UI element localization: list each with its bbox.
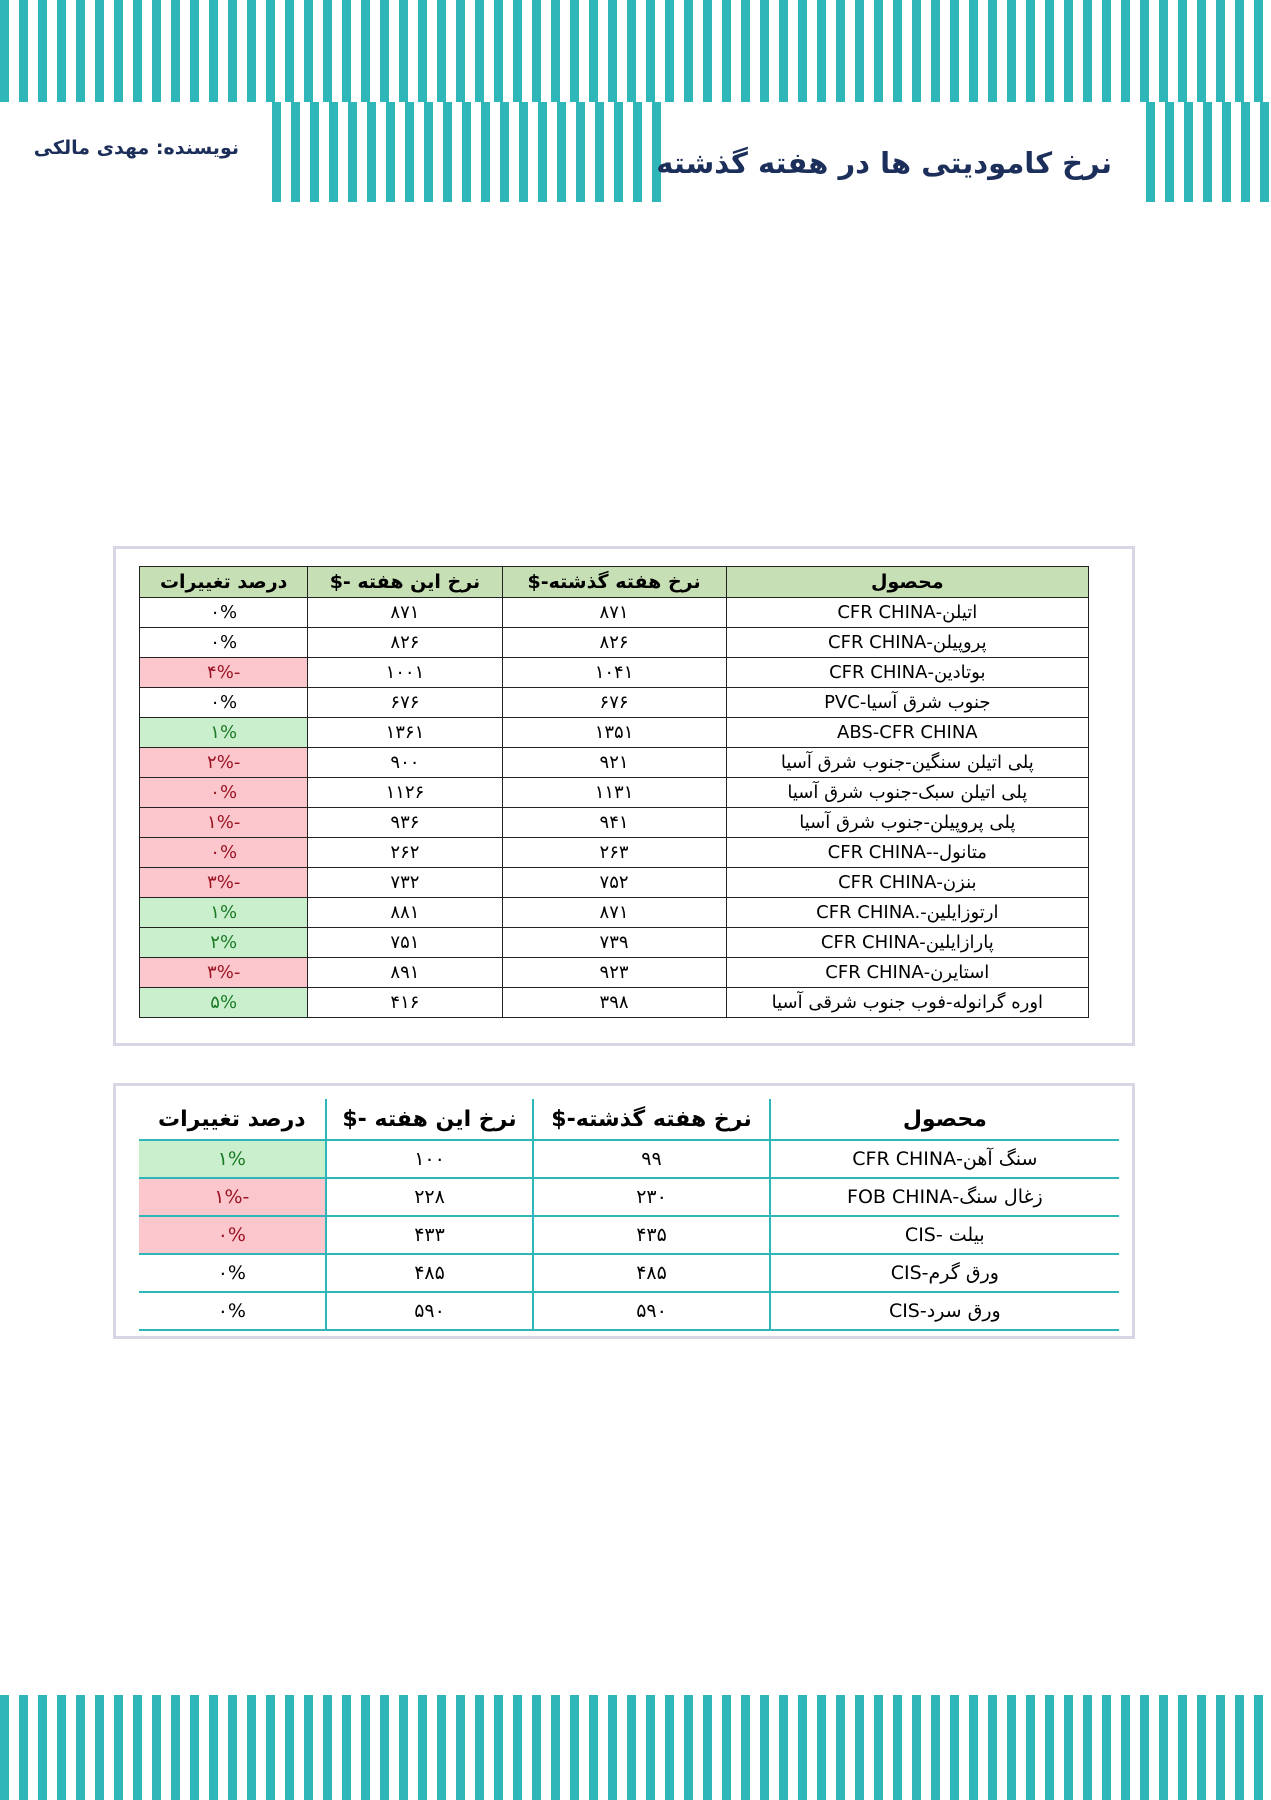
cell-product: پروپیلن-CFR CHINA — [726, 628, 1088, 658]
table-header-row — [140, 567, 1089, 598]
table-row — [139, 1216, 1119, 1254]
cell-this-week-price: ۷۵۱ — [308, 928, 502, 958]
bottom-stripe-band — [0, 1695, 1271, 1800]
cell-product: ورق سرد-CIS — [770, 1292, 1119, 1330]
column-header-last-week: نرخ هفته گذشته-$ — [502, 567, 726, 598]
cell-change-percent: -۱% — [139, 1178, 326, 1216]
cell-change-percent: ۰% — [140, 778, 308, 808]
cell-change-percent: -۴% — [140, 658, 308, 688]
cell-last-week-price: ۹۴۱ — [502, 808, 726, 838]
cell-this-week-price: ۴۱۶ — [308, 988, 502, 1018]
cell-product: جنوب شرق آسیا-PVC — [726, 688, 1088, 718]
column-header-last-week: نرخ هفته گذشته-$ — [533, 1099, 769, 1140]
table-row — [139, 1178, 1119, 1216]
cell-last-week-price: ۱۳۵۱ — [502, 718, 726, 748]
cell-change-percent: ۰% — [139, 1216, 326, 1254]
cell-last-week-price: ۹۲۱ — [502, 748, 726, 778]
header-stripe-block-left — [272, 102, 668, 202]
column-header-product: محصول — [770, 1099, 1119, 1140]
cell-product: پلی پروپیلن-جنوب شرق آسیا — [726, 808, 1088, 838]
top-stripe-band — [0, 0, 1271, 102]
cell-last-week-price: ۵۹۰ — [533, 1292, 769, 1330]
cell-last-week-price: ۸۲۶ — [502, 628, 726, 658]
cell-last-week-price: ۹۲۳ — [502, 958, 726, 988]
cell-product: اتیلن-CFR CHINA — [726, 598, 1088, 628]
page-title: نرخ کامودیتی ها در هفته گذشته — [656, 146, 1112, 180]
table-row — [139, 1292, 1119, 1330]
cell-this-week-price: ۸۲۶ — [308, 628, 502, 658]
cell-last-week-price: ۹۹ — [533, 1140, 769, 1178]
table-row — [140, 748, 1089, 778]
cell-this-week-price: ۱۰۰۱ — [308, 658, 502, 688]
cell-change-percent: ۰% — [140, 598, 308, 628]
cell-last-week-price: ۲۶۳ — [502, 838, 726, 868]
author-line: نویسنده: مهدی مالکی — [33, 137, 239, 159]
cell-last-week-price: ۸۷۱ — [502, 898, 726, 928]
cell-product: متانول--CFR CHINA — [726, 838, 1088, 868]
cell-this-week-price: ۲۶۲ — [308, 838, 502, 868]
table-row — [140, 658, 1089, 688]
cell-change-percent: -۳% — [140, 958, 308, 988]
cell-product: ABS-CFR CHINA — [726, 718, 1088, 748]
cell-last-week-price: ۶۷۶ — [502, 688, 726, 718]
cell-change-percent: ۱% — [140, 898, 308, 928]
cell-product: ورق گرم-CIS — [770, 1254, 1119, 1292]
cell-this-week-price: ۲۲۸ — [326, 1178, 534, 1216]
cell-this-week-price: ۹۰۰ — [308, 748, 502, 778]
cell-product: بیلت -CIS — [770, 1216, 1119, 1254]
cell-change-percent: ۲% — [140, 928, 308, 958]
table-row — [140, 898, 1089, 928]
cell-change-percent: ۵% — [140, 988, 308, 1018]
petrochemical-price-table — [139, 566, 1089, 1018]
cell-product: بوتادین-CFR CHINA — [726, 658, 1088, 688]
column-header-change: درصد تغییرات — [139, 1099, 326, 1140]
table-row — [139, 1254, 1119, 1292]
cell-this-week-price: ۱۳۶۱ — [308, 718, 502, 748]
cell-this-week-price: ۹۳۶ — [308, 808, 502, 838]
table-row — [140, 688, 1089, 718]
cell-this-week-price: ۷۳۲ — [308, 868, 502, 898]
table-row — [140, 598, 1089, 628]
cell-last-week-price: ۷۵۲ — [502, 868, 726, 898]
cell-change-percent: ۰% — [139, 1292, 326, 1330]
cell-change-percent: ۰% — [140, 628, 308, 658]
table-row — [139, 1140, 1119, 1178]
table-row — [140, 778, 1089, 808]
table-row — [140, 868, 1089, 898]
cell-product: استایرن-CFR CHINA — [726, 958, 1088, 988]
cell-this-week-price: ۵۹۰ — [326, 1292, 534, 1330]
cell-last-week-price: ۴۸۵ — [533, 1254, 769, 1292]
header-stripe-block-right — [1146, 102, 1271, 202]
cell-this-week-price: ۱۱۲۶ — [308, 778, 502, 808]
cell-this-week-price: ۶۷۶ — [308, 688, 502, 718]
cell-this-week-price: ۱۰۰ — [326, 1140, 534, 1178]
cell-this-week-price: ۸۸۱ — [308, 898, 502, 928]
cell-last-week-price: ۳۹۸ — [502, 988, 726, 1018]
cell-change-percent: ۰% — [140, 688, 308, 718]
cell-change-percent: ۱% — [139, 1140, 326, 1178]
cell-last-week-price: ۲۳۰ — [533, 1178, 769, 1216]
cell-change-percent: -۱% — [140, 808, 308, 838]
cell-product: بنزن-CFR CHINA — [726, 868, 1088, 898]
cell-product: اوره گرانوله-فوب جنوب شرقی آسیا — [726, 988, 1088, 1018]
cell-last-week-price: ۱۰۴۱ — [502, 658, 726, 688]
cell-change-percent: -۳% — [140, 868, 308, 898]
column-header-this-week: نرخ این هفته -$ — [326, 1099, 534, 1140]
column-header-change: درصد تغییرات — [140, 567, 308, 598]
table-row — [140, 988, 1089, 1018]
table-row — [140, 958, 1089, 988]
cell-product: ارتوزایلین-.CFR CHINA — [726, 898, 1088, 928]
cell-change-percent: -۲% — [140, 748, 308, 778]
cell-product: سنگ آهن-CFR CHINA — [770, 1140, 1119, 1178]
column-header-this-week: نرخ این هفته -$ — [308, 567, 502, 598]
cell-last-week-price: ۸۷۱ — [502, 598, 726, 628]
table-header-row — [139, 1099, 1119, 1140]
table-row — [140, 928, 1089, 958]
cell-change-percent: ۰% — [140, 838, 308, 868]
column-header-product: محصول — [726, 567, 1088, 598]
cell-product: پارازایلین-CFR CHINA — [726, 928, 1088, 958]
steel-price-table — [139, 1099, 1119, 1331]
title-panel — [656, 106, 1142, 202]
cell-product: زغال سنگ-FOB CHINA — [770, 1178, 1119, 1216]
cell-last-week-price: ۱۱۳۱ — [502, 778, 726, 808]
cell-product: پلی اتیلن سنگین-جنوب شرق آسیا — [726, 748, 1088, 778]
cell-last-week-price: ۴۳۵ — [533, 1216, 769, 1254]
cell-product: پلی اتیلن سبک-جنوب شرق آسیا — [726, 778, 1088, 808]
table-row — [140, 838, 1089, 868]
cell-this-week-price: ۸۹۱ — [308, 958, 502, 988]
cell-change-percent: ۱% — [140, 718, 308, 748]
cell-this-week-price: ۸۷۱ — [308, 598, 502, 628]
table-row — [140, 808, 1089, 838]
cell-this-week-price: ۴۳۳ — [326, 1216, 534, 1254]
table-row — [140, 718, 1089, 748]
cell-this-week-price: ۴۸۵ — [326, 1254, 534, 1292]
cell-change-percent: ۰% — [139, 1254, 326, 1292]
cell-last-week-price: ۷۳۹ — [502, 928, 726, 958]
table-row — [140, 628, 1089, 658]
